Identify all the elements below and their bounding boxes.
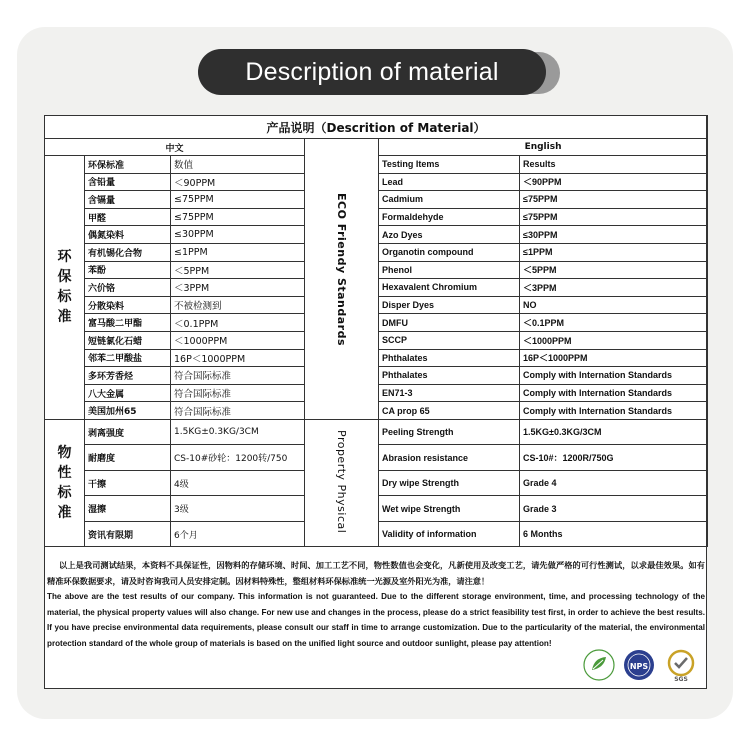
eco-item-zh: 美国加州65 xyxy=(85,402,171,420)
phys-value-en: Grade 4 xyxy=(520,470,708,496)
eco-value-en: ＜1000PPM xyxy=(520,331,708,349)
eco-value-en: 16P＜1000PPM xyxy=(520,349,708,367)
eco-value-en: ＜5PPM xyxy=(520,261,708,279)
eco-item-en: Hexavalent Chromium xyxy=(379,279,520,297)
svg-text:SGS: SGS xyxy=(674,676,688,682)
eco-item-en: SCCP xyxy=(379,331,520,349)
eco-value-en: Comply with Internation Standards xyxy=(520,367,708,385)
eco-header-item: 环保标准 xyxy=(85,156,171,174)
eco-header-value: 数值 xyxy=(171,156,305,174)
certification-logos xyxy=(582,648,702,684)
phys-item-en: Abrasion resistance xyxy=(379,445,520,471)
phys-item-en: Dry wipe Strength xyxy=(379,470,520,496)
eco-item-en: Organotin compound xyxy=(379,243,520,261)
eco-value-zh: 不被检测到 xyxy=(171,296,305,314)
eco-value-en: ＜3PPM xyxy=(520,279,708,297)
eco-value-en: ≤75PPM xyxy=(520,208,708,226)
phys-value-zh: 3级 xyxy=(171,496,305,522)
eco-value-en: Comply with Internation Standards xyxy=(520,402,708,420)
eco-value-en: ＜90PPM xyxy=(520,173,708,191)
eco-value-zh: ＜1000PPM xyxy=(171,331,305,349)
eco-value-zh: ＜0.1PPM xyxy=(171,314,305,332)
eco-value-zh: ＜90PPM xyxy=(171,173,305,191)
eco-item-zh: 富马酸二甲酯 xyxy=(85,314,171,332)
phys-item-zh: 剥离强度 xyxy=(85,419,171,445)
eco-item-zh: 分散染料 xyxy=(85,296,171,314)
eco-value-zh: ＜3PPM xyxy=(171,279,305,297)
eco-value-en: ＜0.1PPM xyxy=(520,314,708,332)
svg-text:NPS: NPS xyxy=(629,662,649,671)
phys-value-en: 6 Months xyxy=(520,521,708,547)
eco-item-zh: 有机锡化合物 xyxy=(85,243,171,261)
phys-item-zh: 湿擦 xyxy=(85,496,171,522)
reach-nps-logo-icon xyxy=(622,648,656,682)
eco-item-en: Phthalates xyxy=(379,367,520,385)
header-en: English xyxy=(379,139,708,156)
phys-value-zh: 1.5KG±0.3KG/3CM xyxy=(171,419,305,445)
eco-value-zh: 16P＜1000PPM xyxy=(171,349,305,367)
eco-item-en: Azo Dyes xyxy=(379,226,520,244)
table-row xyxy=(45,419,708,445)
eco-item-zh: 多环芳香烃 xyxy=(85,367,171,385)
eco-vertical-label: ECO Friendy Standards xyxy=(305,139,379,420)
eco-value-zh: ≤1PPM xyxy=(171,243,305,261)
eco-value-zh: ＜5PPM xyxy=(171,261,305,279)
eco-item-zh: 偶氮染料 xyxy=(85,226,171,244)
phys-vertical-label: Property Physical xyxy=(305,419,379,547)
phys-value-zh: CS-10#砂轮：1200转/750 xyxy=(171,445,305,471)
phys-value-zh: 6个月 xyxy=(171,521,305,547)
phys-item-en: Validity of information xyxy=(379,521,520,547)
table-title: 产品说明（Descrition of Material） xyxy=(45,116,708,139)
eco-item-en: Formaldehyde xyxy=(379,208,520,226)
eco-value-en: NO xyxy=(520,296,708,314)
eco-item-en: DMFU xyxy=(379,314,520,332)
banner-title: Description of material xyxy=(198,49,546,95)
header-zh: 中文 xyxy=(45,139,305,156)
notes-block xyxy=(47,558,705,652)
sgs-logo-icon xyxy=(664,648,698,682)
eco-header-value-en: Results xyxy=(520,156,708,174)
eco-item-zh: 邻苯二甲酸盐 xyxy=(85,349,171,367)
spec-table xyxy=(44,115,708,547)
eco-value-zh: 符合国际标准 xyxy=(171,402,305,420)
eco-item-en: EN71-3 xyxy=(379,384,520,402)
eco-item-en: CA prop 65 xyxy=(379,402,520,420)
phys-item-en: Peeling Strength xyxy=(379,419,520,445)
eco-category-label: 环保标准 xyxy=(45,156,85,420)
eco-value-en: ≤75PPM xyxy=(520,191,708,209)
notes-chinese: 以上是我司测试结果，本资料不具保证性，因物料的存储环境、时间、加工工艺不同，物性数值也会变化，凡新使用及改变工艺，请先做严格的可行性测试，以求最佳效果。如有精准环保数据要求，请及时咨询我司人员安排定制。因材料特殊性，整组材料环保标准统一光源及室外阳光为准，请注意！ xyxy=(47,560,705,586)
eco-item-zh: 含镉量 xyxy=(85,191,171,209)
eco-item-en: Disper Dyes xyxy=(379,296,520,314)
phys-category-label: 物性标准 xyxy=(45,419,85,547)
eco-value-zh: 符合国际标准 xyxy=(171,384,305,402)
phys-item-zh: 耐磨度 xyxy=(85,445,171,471)
eco-item-zh: 甲醛 xyxy=(85,208,171,226)
eco-item-en: Lead xyxy=(379,173,520,191)
eco-value-zh: 符合国际标准 xyxy=(171,367,305,385)
phys-value-en: Grade 3 xyxy=(520,496,708,522)
eco-item-en: Cadmium xyxy=(379,191,520,209)
eco-value-zh: ≤75PPM xyxy=(171,191,305,209)
phys-value-zh: 4级 xyxy=(171,470,305,496)
eco-value-zh: ≤30PPM xyxy=(171,226,305,244)
eco-item-zh: 六价铬 xyxy=(85,279,171,297)
phys-item-en: Wet wipe Strength xyxy=(379,496,520,522)
eco-value-en: ≤30PPM xyxy=(520,226,708,244)
phys-item-zh: 干擦 xyxy=(85,470,171,496)
eco-item-zh: 含铅量 xyxy=(85,173,171,191)
eco-item-zh: 苯酚 xyxy=(85,261,171,279)
eco-item-en: Phenol xyxy=(379,261,520,279)
eco-header-item-en: Testing Items xyxy=(379,156,520,174)
eco-item-zh: 短链氯化石蜡 xyxy=(85,331,171,349)
phys-value-en: CS-10#：1200R/750G xyxy=(520,445,708,471)
eco-friendly-logo-icon xyxy=(582,648,616,682)
eco-item-en: Phthalates xyxy=(379,349,520,367)
eco-item-zh: 八大金属 xyxy=(85,384,171,402)
eco-value-zh: ≤75PPM xyxy=(171,208,305,226)
phys-item-zh: 资讯有限期 xyxy=(85,521,171,547)
eco-value-en: ≤1PPM xyxy=(520,243,708,261)
notes-english: The above are the test results of our company. This information is not guaranteed. Due to the different storage environment, time, and processing technology of the material, the physical property values will also change. For new use and changes in the process, please do a strict feasibility test first, in order to achieve the best results. If you have precise environmental data requirements, please consult our staff in time to arrange customization. Due to the particularity of the material, the environmental protection standard of the whole group of materials is based on the unified light source and outdoor sunlight, please pay attention! xyxy=(47,592,705,648)
phys-value-en: 1.5KG±0.3KG/3CM xyxy=(520,419,708,445)
eco-value-en: Comply with Internation Standards xyxy=(520,384,708,402)
